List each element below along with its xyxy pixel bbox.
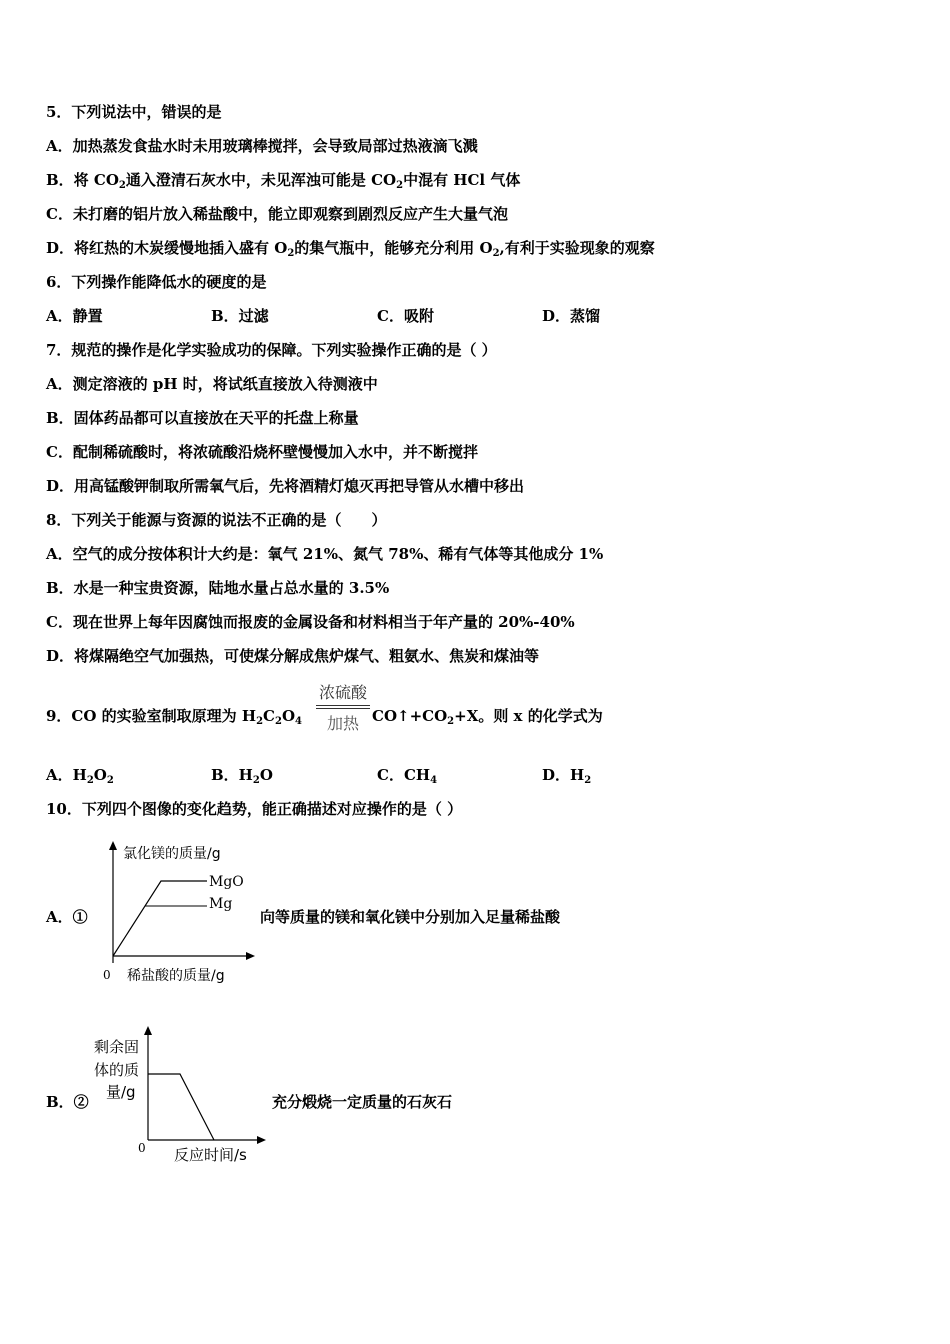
q8-option-c: C．现在世界上每年因腐蚀而报废的金属设备和材料相当于年产量的 20%-40% [46, 613, 575, 631]
graph1-legend-mg: Mg [209, 896, 233, 912]
graph1-x-arrow [246, 952, 255, 960]
q7-option-c: C．配制稀硫酸时，将浓硫酸沿烧杯壁慢慢加入水中，并不断搅拌 [46, 443, 478, 461]
q8-option-d: D．将煤隔绝空气加强热，可使煤分解成焦炉煤气、粗氨水、焦炭和煤油等 [46, 647, 540, 665]
q5-option-b: B．将 $CO_2$通入澄清石灰水中，未见浑浊可能是 $CO_2$中混有 HCl 气体 [46, 171, 521, 191]
q6-option-d: D．蒸馏 [542, 307, 601, 325]
q10-option-b-label: B．② [46, 1093, 89, 1111]
q6-option-b: B．过滤 [211, 307, 269, 325]
graph-1 [95, 838, 265, 988]
q10-option-b-desc: 充分煅烧一定质量的石灰石 [272, 1093, 453, 1111]
q10-option-a-desc: 向等质量的镁和氧化镁中分别加入足量稀盐酸 [260, 908, 561, 926]
q5-stem: 5．下列说法中，错误的是 [46, 103, 222, 121]
graph2-origin: 0 [138, 1141, 146, 1155]
q7-stem: 7．规范的操作是化学实验成功的保障。下列实验操作正确的是（ ） [46, 341, 497, 359]
q5-option-d: D．将红热的木炭缓慢地插入盛有 $O_2$的集气瓶中，能够充分利用 $O_2$,有利于实验现象的观察 [46, 239, 655, 259]
graph2-x-arrow [257, 1136, 266, 1144]
graph2-xlabel: 反应时间/s [174, 1146, 247, 1164]
graph1-origin: 0 [103, 968, 111, 982]
q9-option-c: C．$CH_4$ [377, 766, 438, 786]
graph2-ylabel-line-3: 量/g [106, 1083, 136, 1101]
q9-reaction-condition [312, 678, 374, 736]
q5-option-a: A．加热蒸发食盐水时未用玻璃棒搅拌，会导致局部过热液滴飞溅 [46, 137, 478, 155]
graph1-y-arrow [109, 841, 117, 850]
q8-option-a: A．空气的成分按体积计大约是：氧气 21%、氮气 78%、稀有气体等其他成分 1% [46, 545, 604, 563]
graph2-y-arrow [144, 1026, 152, 1035]
q9-stem-right: $CO↑+CO_2+X$。则 x 的化学式为 [372, 707, 603, 727]
q9-equals-line-1 [316, 705, 370, 706]
q9-option-d: D．$H_2$ [542, 766, 592, 786]
q6-option-a: A．静置 [46, 307, 103, 325]
q9-condition-top: 浓硫酸 [318, 683, 367, 702]
q6-option-c: C．吸附 [377, 307, 434, 325]
q9-equals-line-2 [316, 708, 370, 709]
q9-stem-left: 9．CO 的实验室制取原理为 $H_2C_2O_4$ [46, 707, 302, 727]
q9-condition-bottom: 加热 [326, 714, 359, 733]
q7-option-b: B．固体药品都可以直接放在天平的托盘上称量 [46, 409, 359, 427]
q6-stem: 6．下列操作能降低水的硬度的是 [46, 273, 267, 291]
q9-option-b: B．$H_2O$ [211, 766, 273, 786]
q5-option-c: C．未打磨的铝片放入稀盐酸中，能立即观察到剧烈反应产生大量气泡 [46, 205, 508, 223]
q8-stem: 8．下列关于能源与资源的说法不正确的是（ ） [46, 511, 387, 529]
q8-option-b: B．水是一种宝贵资源，陆地水量占总水量的 3.5% [46, 579, 390, 597]
q7-option-d: D．用高锰酸钾制取所需氧气后，先将酒精灯熄灭再把导管从水槽中移出 [46, 477, 525, 495]
graph1-legend-mgo: MgO [209, 874, 244, 890]
graph1-xlabel: 稀盐酸的质量/g [127, 968, 225, 984]
graph2-line [148, 1074, 214, 1140]
graph2-ylabel-line-1: 剩余固 [94, 1038, 140, 1056]
graph1-ylabel: 氯化镁的质量/g [123, 846, 221, 862]
graph1-line-mgo [113, 881, 207, 956]
q7-option-a: A．测定溶液的 pH 时，将试纸直接放入待测液中 [46, 375, 378, 393]
q9-option-a: A．$H_2O_2$ [46, 766, 114, 786]
q10-option-a-label: A．① [46, 908, 88, 926]
graph-2 [88, 1022, 273, 1170]
q10-stem: 10．下列四个图像的变化趋势，能正确描述对应操作的是（ ） [46, 800, 463, 818]
graph2-ylabel-line-2: 体的质 [94, 1061, 140, 1079]
